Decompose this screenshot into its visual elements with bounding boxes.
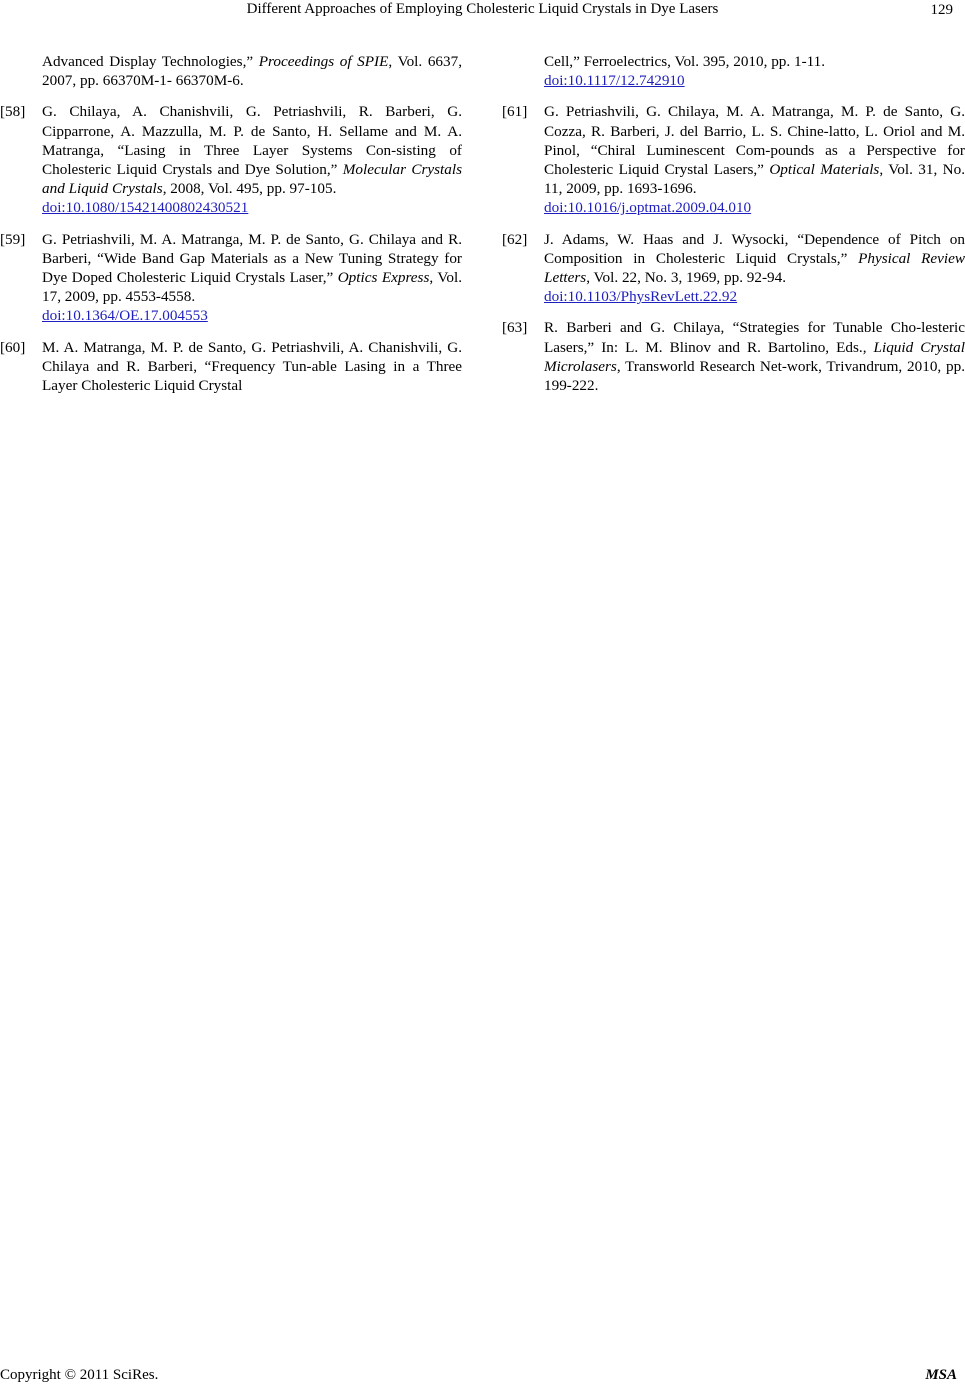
reference-details: , Vol. 22, No. 3, 1969, pp. 92-94. <box>586 269 787 287</box>
reference-number: [58] <box>0 103 26 121</box>
reference-continuation <box>0 52 462 90</box>
reference-number: [59] <box>0 230 26 248</box>
reference-body: J. Adams, W. Haas and J. Wysocki, “Dependence of Pitch on Composition in Cholesteric Liquid Crystals,” <box>544 230 965 267</box>
reference-61 <box>502 102 965 217</box>
running-header-title: Different Approaches of Employing Cholesteric Liquid Crystals in Dye Lasers <box>246 1 719 17</box>
reference-number: [63] <box>502 319 528 337</box>
reference-text <box>544 230 965 288</box>
reference-60 <box>0 338 462 396</box>
reference-body: M. A. Matranga, M. P. de Santo, G. Petriashvili, A. Chanishvili, G. Chilaya and R. Barberi, “Frequency Tun-able Lasing in a Three Layer Cholesteric Liquid Crystal <box>42 338 462 395</box>
reference-text <box>42 230 462 307</box>
doi-link[interactable]: doi:10.1080/15421400802430521 <box>42 199 249 217</box>
doi-link[interactable]: doi:10.1364/OE.17.004553 <box>42 307 208 325</box>
reference-source: Proceedings of SPIE <box>258 53 389 70</box>
doi-link[interactable]: doi:10.1117/12.742910 <box>544 72 685 90</box>
reference-number: [62] <box>502 230 528 248</box>
reference-number: [61] <box>502 103 528 121</box>
reference-body: R. Barberi and G. Chilaya, “Strategies for Tunable Cho-lesteric Lasers,” In: L. M. Blinov and R. Bartolino, Eds., <box>544 319 965 356</box>
footer-copyright: Copyright © 2011 SciRes. <box>0 1367 159 1383</box>
reference-body: Advanced Display Technologies,” <box>42 53 259 70</box>
reference-source: Optics Express <box>337 269 430 287</box>
reference-text <box>544 102 965 198</box>
reference-source: Liquid Crystal Microlasers <box>544 338 965 375</box>
right-column <box>502 52 965 407</box>
reference-text: Cell,” Ferroelectrics, Vol. 395, 2010, pp. 1-11. <box>544 53 826 70</box>
reference-62 <box>502 230 965 307</box>
left-column <box>0 52 462 407</box>
reference-body: G. Chilaya, A. Chanishvili, G. Petriashvili, R. Barberi, G. Cipparrone, A. Mazzulla, M. P. de Santo, H. Sellame and M. A. Matranga, “Lasing in Three Layer Systems Con-sisting of Cholesteric Liquid Crystals and Dye Solution,” <box>42 103 462 179</box>
reference-59 <box>0 230 462 326</box>
reference-source: Molecular Crystals and Liquid Crystals <box>42 161 462 198</box>
doi-link[interactable]: doi:10.1103/PhysRevLett.22.92 <box>544 288 738 306</box>
reference-text <box>544 318 965 395</box>
reference-source: Optical Materials <box>769 161 880 179</box>
reference-body: G. Petriashvili, M. A. Matranga, M. P. de Santo, G. Chilaya and R. Barberi, “Wide Band Gap Materials as a New Tuning Strategy for Dye Doped Cholesteric Liquid Crystals Laser,” <box>42 230 462 287</box>
reference-source: Physical Review Letters <box>544 249 965 287</box>
doi-link[interactable]: doi:10.1016/j.optmat.2009.04.010 <box>544 199 752 217</box>
reference-58 <box>0 102 462 217</box>
reference-text <box>42 102 462 198</box>
reference-body: G. Petriashvili, G. Chilaya, M. A. Matranga, M. P. de Santo, G. Cozza, R. Barberi, J. del Barrio, L. S. Chine-latto, L. Oriol and M. Pinol, “Chiral Luminescent Com-pounds as a Perspective for Cholesteric Liquid Crystal Lasers,” <box>544 103 965 179</box>
footer-journal: MSA <box>925 1367 957 1383</box>
reference-number: [60] <box>0 338 26 356</box>
reference-text <box>42 52 462 90</box>
page-number: 129 <box>930 2 953 18</box>
reference-63 <box>502 318 965 395</box>
reference-details: , Vol. 17, 2009, pp. 4553-4558. <box>42 269 462 306</box>
reference-continuation <box>502 52 965 90</box>
reference-details: , Vol. 31, No. 11, 2009, pp. 1693-1696. <box>544 161 965 198</box>
reference-details: , Transworld Research Net-work, Trivandrum, 2010, pp. 199-222. <box>544 357 965 395</box>
reference-text <box>42 338 462 396</box>
reference-details: , 2008, Vol. 495, pp. 97-105. <box>162 180 337 198</box>
reference-details: , Vol. 6637, 2007, pp. 66370M-1- 66370M-6. <box>42 53 462 90</box>
